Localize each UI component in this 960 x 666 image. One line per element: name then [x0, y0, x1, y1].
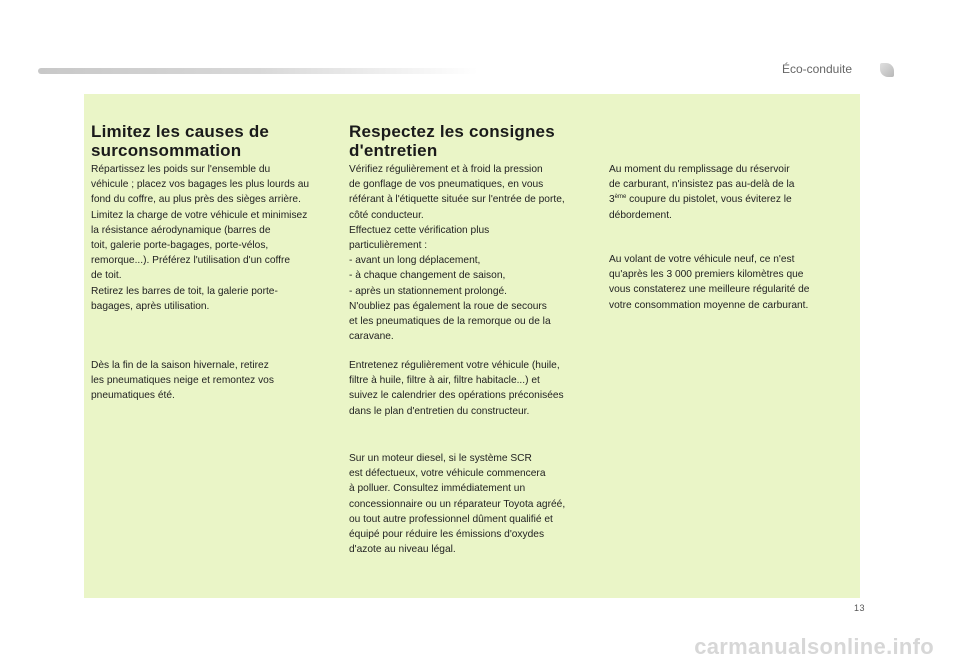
refuelling-text-start: Au moment du remplissage du réservoir de carburant, n'insistez pas au-delà de la 3 [609, 164, 795, 206]
refuelling-text-end: coupure du pistolet, vous éviterez le débordement. [609, 194, 792, 221]
section-title: Éco-conduite [781, 62, 852, 76]
ordinal-superscript: ème [614, 194, 627, 201]
paragraph-new-vehicle-consumption: Au volant de votre véhicule neuf, ce n'est qu'après les 3 000 premiers kilomètres que vous constaterez une meilleure régularité de votre consommation moyenne de carburant. [609, 254, 810, 311]
corner-tab-marker [880, 63, 894, 77]
paragraph-winter-tyres: Dès la fin de la saison hivernale, retirez les pneumatiques neige et remontez vos pneumatiques été. [91, 360, 274, 402]
heading-maintenance: Respectez les consignes d'entretien [349, 122, 555, 160]
page-number: 13 [854, 603, 866, 613]
paragraph-tyre-pressure: Vérifiez régulièrement et à froid la pression de gonflage de vos pneumatiques, en vous référant à l'étiquette située sur l'entrée de porte, côté conducteur. Effectuez cette vérification plus particulièrement : - avant un long déplacement, - à chaque changement de saison, - après un stationnement prolongé. N'oubliez pas également la roue de secours et les pneumatiques de la remorque ou de la caravane. [349, 164, 565, 343]
content-panel [84, 94, 860, 598]
paragraph-refuelling [609, 162, 794, 223]
paragraph-weight-distribution: Répartissez les poids sur l'ensemble du véhicule ; placez vos bagages les plus lourds au fond du coffre, au plus près des sièges arrière. Limitez la charge de votre véhicule et minimisez la résistance aérodynamique (barres de toit, galerie porte-bagages, porte-vélos, remorque...). Préférez l'utilisation d'un coffre de toit. Retirez les barres de toit, la galerie porte- bagages, après utilisation. [91, 164, 310, 312]
paragraph-regular-maintenance: Entretenez régulièrement votre véhicule (huile, filtre à huile, filtre à air, filtre habitacle...) et suivez le calendrier des opérations préconisées dans le plan d'entretien du constructeur. [349, 360, 564, 417]
watermark: carmanualsonline.info [694, 634, 934, 659]
header-decorative-bar [38, 68, 478, 74]
heading-limit-consumption: Limitez les causes de surconsommation [91, 122, 270, 160]
paragraph-scr-diesel: Sur un moteur diesel, si le système SCR est défectueux, votre véhicule commencera à polluer. Consultez immédiatement un concessionnaire ou un réparateur Toyota agréé, ou tout autre professionnel dûment qualifié et équipé pour réduire les émissions d'oxydes d'azote au niveau légal. [349, 453, 566, 556]
